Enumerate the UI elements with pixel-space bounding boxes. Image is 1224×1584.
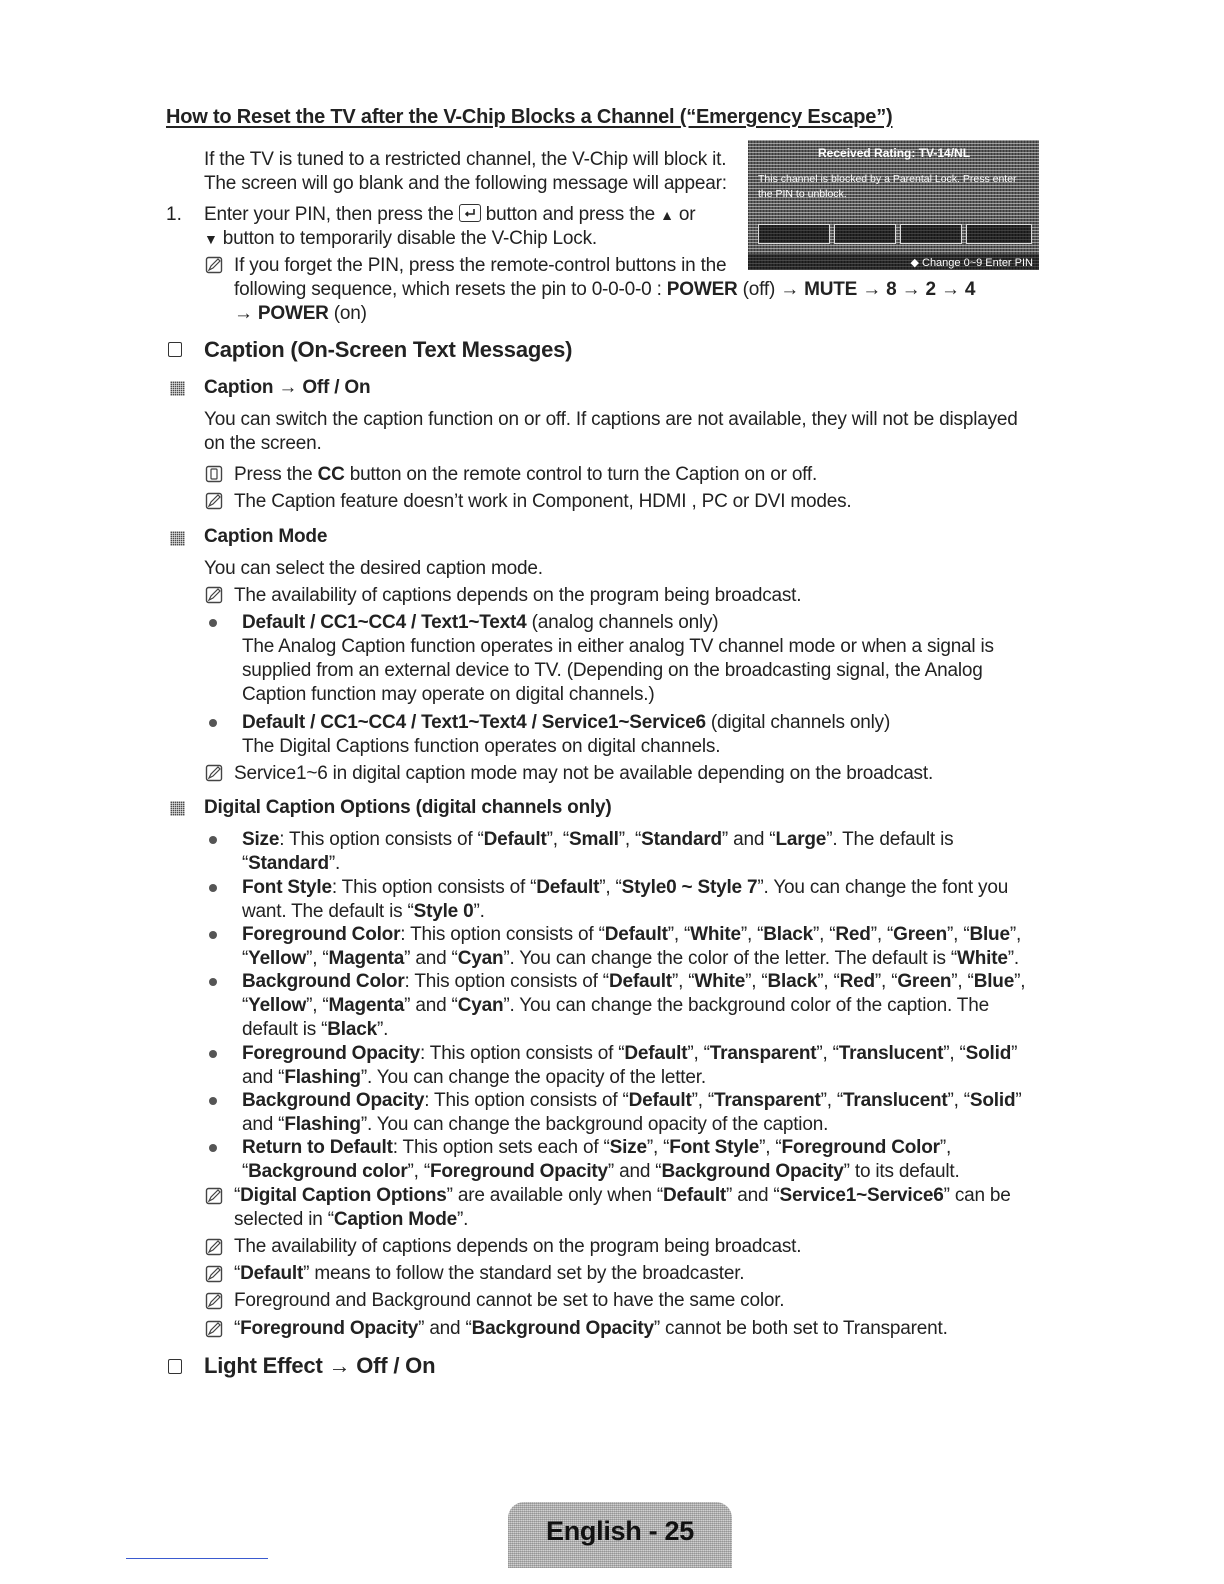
text-segment: “ (234, 1185, 241, 1206)
bold-term: Transparent (714, 1090, 821, 1111)
foreground-opacity-line-1 (242, 1042, 1017, 1066)
text-segment: ” and “ (721, 829, 776, 850)
pin-entry-row (748, 224, 1039, 246)
text-segment: ”, “ (740, 924, 764, 945)
text-segment: ”, “ (306, 995, 329, 1016)
digital-caption-options-title: Digital Caption Options (digital channels only) (204, 797, 612, 818)
bold-term: Background Opacity (661, 1161, 844, 1182)
pin-field-4 (966, 224, 1032, 244)
bold-term: Size (609, 1137, 647, 1158)
bold-term: Font Style (669, 1137, 760, 1158)
bold-term: Cyan (457, 995, 504, 1016)
text-segment: ” are available only when “ (446, 1185, 664, 1206)
bold-term: Default (536, 877, 600, 898)
bullet-icon (209, 1050, 217, 1058)
up-arrow-icon: ▲ (660, 207, 674, 223)
screen-rating-title: Received Rating: TV-14/NL (818, 146, 971, 160)
text-segment: ”, “ (687, 1043, 710, 1064)
light-effect-value: Off / On (356, 1353, 436, 1378)
bold-term: Standard (248, 853, 329, 874)
bullet-icon (209, 931, 217, 939)
text-segment: ”. (473, 901, 485, 922)
note-opacity-transparent (234, 1317, 948, 1341)
bullet-icon (209, 1097, 217, 1105)
arrow-icon: → (328, 1353, 351, 1378)
text-segment: : This option consists of “ (331, 877, 537, 898)
digital-mode-title (242, 711, 890, 735)
text-segment: ”, “ (546, 829, 570, 850)
note-forget-pin-line-1: If you forget the PIN, press the remote-control buttons in the (234, 255, 727, 276)
note-availability: The availability of captions depends on the program being broadcast. (234, 1236, 802, 1257)
digital-mode-options: Default / CC1~CC4 / Text1~Text4 / Service1~Service6 (242, 712, 706, 733)
text-segment: ” (1015, 1090, 1022, 1111)
bold-term: White (694, 971, 746, 992)
page-number-label: English - 25 (546, 1516, 694, 1546)
text-segment: ” and “ (418, 1318, 472, 1339)
bold-term: White (957, 948, 1008, 969)
bold-term: Background Color (242, 971, 405, 992)
text-segment: ”, “ (745, 971, 768, 992)
text-segment: ”, “ (874, 971, 898, 992)
note-icon (205, 1238, 223, 1256)
pin-field-2 (834, 224, 896, 244)
analog-mode-desc-2: supplied from an external device to TV. (Depending on the broadcasting signal, the Analog (242, 660, 983, 681)
note-digital-options-line-2 (234, 1208, 468, 1232)
remote-note-icon (205, 465, 223, 483)
text-segment: ”. You can change the color of the letter. The default is “ (503, 948, 958, 969)
text-segment: ”, “ (817, 971, 840, 992)
bold-term: Style0 ~ Style 7 (621, 877, 758, 898)
bold-term: Black (763, 924, 813, 945)
text-segment: ”. (376, 1019, 389, 1040)
step-1-text-c: or (678, 204, 696, 225)
text-segment: : This option consists of “ (404, 971, 609, 992)
bold-term: Black (327, 1019, 377, 1040)
bold-term: Solid (969, 1090, 1016, 1111)
text-segment: ” cannot be both set to Transparent. (653, 1318, 948, 1339)
text-segment: ” and “ (726, 1185, 780, 1206)
step-1-line-1 (204, 203, 695, 227)
bold-term: White (690, 924, 741, 945)
screen-help-bar (748, 254, 1039, 270)
seq-8: 8 (886, 279, 897, 300)
seq-off: (off) (742, 279, 776, 300)
text-segment: ”, (1014, 971, 1026, 992)
caption-mode-desc: You can select the desired caption mode. (204, 558, 543, 579)
bold-term: Background color (248, 1161, 408, 1182)
subsection-marker-icon (170, 531, 185, 546)
bullet-icon (209, 836, 217, 844)
bold-term: Default (604, 924, 668, 945)
text-segment: default is “ (242, 1019, 328, 1040)
text-segment: ”. You can change the opacity of the letter. (360, 1067, 706, 1088)
text-segment: ” (1011, 1043, 1018, 1064)
analog-mode-title (242, 611, 718, 635)
text-segment: ”, (1009, 924, 1022, 945)
seq-4: 4 (964, 279, 976, 300)
cc-note-text-c: button on the remote control to turn the Caption on or off. (349, 464, 818, 485)
bold-term: Translucent (843, 1090, 948, 1111)
bold-term: Default (608, 971, 672, 992)
cc-note-text-a: Press the (234, 464, 313, 485)
caption-desc-line-1: You can switch the caption function on or off. If captions are not available, they will not be displayed (204, 409, 1018, 430)
text-segment: ”. The default is (826, 829, 954, 850)
text-segment: ”, “ (646, 1137, 670, 1158)
bold-term: Background Opacity (242, 1090, 425, 1111)
bold-term: Blue (973, 971, 1015, 992)
text-segment: ”, “ (816, 1043, 839, 1064)
note-forget-pin-line-3 (234, 302, 367, 326)
note-same-color: Foreground and Background cannot be set to have the same color. (234, 1290, 785, 1311)
bold-term: Magenta (328, 995, 405, 1016)
arrow-icon: → (278, 377, 298, 398)
bold-term: Small (569, 829, 619, 850)
return-default-line-2 (242, 1160, 960, 1184)
caption-mode-note-1: The availability of captions depends on the program being broadcast. (234, 585, 802, 606)
text-segment: ” and “ (404, 995, 458, 1016)
caption-title-value: Off / On (302, 377, 371, 398)
bold-term: Flashing (284, 1114, 361, 1135)
arrow-icon: → (862, 279, 882, 300)
vchip-blocked-screen (748, 140, 1039, 270)
bold-term: Large (775, 829, 827, 850)
bullet-icon (209, 1144, 217, 1152)
pin-field-1 (758, 224, 830, 244)
cc-button-label: CC (317, 464, 345, 485)
seq-2: 2 (925, 279, 936, 300)
section-checkbox-icon (168, 342, 182, 357)
text-segment: ” means to follow the standard set by the broadcaster. (303, 1263, 745, 1284)
background-opacity-line-1 (242, 1089, 1022, 1113)
text-segment: and “ (242, 1114, 285, 1135)
footer-rule (126, 1558, 268, 1559)
foreground-opacity-line-2 (242, 1066, 706, 1090)
seq-mute: MUTE (804, 279, 858, 300)
bold-term: Default (663, 1185, 727, 1206)
intro-line-2: The screen will go blank and the following message will appear: (204, 173, 727, 194)
enter-button-icon (459, 204, 481, 222)
text-segment: ”, (939, 1137, 952, 1158)
analog-mode-desc-3: Caption function may operate on digital channels.) (242, 684, 655, 705)
caption-note-cc (234, 463, 817, 487)
seq-on: (on) (333, 303, 367, 324)
size-option-line-1 (242, 828, 953, 852)
note-forget-pin-text: following sequence, which resets the pin to 0-0-0-0 : (234, 279, 662, 300)
text-segment: ”. (1007, 948, 1019, 969)
text-segment: “ (234, 1318, 241, 1339)
service-note: Service1~6 in digital caption mode may not be available depending on the broadcast. (234, 763, 934, 784)
bold-term: Default (628, 1090, 692, 1111)
analog-mode-desc-1: The Analog Caption function operates in either analog TV channel mode or when a signal is (242, 636, 994, 657)
step-1-text-b: button and press the (485, 204, 656, 225)
bold-term: Blue (969, 924, 1010, 945)
text-segment: ”, “ (671, 971, 695, 992)
down-arrow-icon: ▼ (204, 231, 218, 247)
seq-power: POWER (666, 279, 738, 300)
bold-term: Green (893, 924, 948, 945)
bold-term: Red (835, 924, 871, 945)
foreground-color-line-2 (242, 947, 1019, 971)
note-icon (205, 1292, 223, 1310)
bold-term: Solid (965, 1043, 1012, 1064)
text-segment: ”, “ (820, 1090, 844, 1111)
bold-term: Default (240, 1263, 304, 1284)
text-segment: ”, “ (870, 924, 894, 945)
text-segment: : This option consists of “ (400, 924, 605, 945)
text-segment: ”, “ (306, 948, 329, 969)
text-segment: ”, “ (943, 1043, 966, 1064)
text-segment: “ (242, 995, 249, 1016)
note-icon (205, 492, 223, 510)
bold-term: Red (839, 971, 875, 992)
bold-term: Font Style (242, 877, 332, 898)
text-segment: ”, “ (947, 924, 970, 945)
note-icon (205, 1320, 223, 1338)
text-segment: ”, “ (667, 924, 691, 945)
text-segment: “ (242, 1161, 249, 1182)
bullet-icon (209, 719, 217, 727)
text-segment: : This option consists of “ (424, 1090, 629, 1111)
light-effect-title: Light Effect (204, 1353, 323, 1378)
caption-title-text: Caption (204, 377, 274, 398)
text-segment: selected in “ (234, 1209, 334, 1230)
background-opacity-line-2 (242, 1113, 828, 1137)
bold-term: Caption Mode (333, 1209, 458, 1230)
bold-term: Background Opacity (471, 1318, 654, 1339)
note-forget-pin-line-2 (234, 278, 975, 302)
bold-term: Foreground Opacity (242, 1043, 420, 1064)
bold-term: Magenta (328, 948, 405, 969)
text-segment: ”, “ (812, 924, 836, 945)
bold-term: Default (624, 1043, 688, 1064)
bullet-icon (209, 884, 217, 892)
font-style-option-line-2 (242, 900, 485, 924)
bold-term: Translucent (838, 1043, 944, 1064)
bold-term: Yellow (248, 948, 307, 969)
foreground-color-line-1 (242, 923, 1021, 947)
bold-term: Flashing (284, 1067, 361, 1088)
note-icon (205, 256, 223, 274)
text-segment: ”. (328, 853, 341, 874)
note-icon (205, 764, 223, 782)
section-heading-emergency-escape: How to Reset the TV after the V-Chip Blocks a Channel (“Emergency Escape”) (166, 106, 893, 128)
step-1-text-d: button to temporarily disable the V-Chip Lock. (222, 228, 597, 249)
page-footer-tab (508, 1502, 732, 1568)
text-segment: ”, “ (951, 971, 974, 992)
text-segment: ” to its default. (843, 1161, 960, 1182)
subsection-marker-icon (170, 801, 185, 816)
analog-mode-options: Default / CC1~CC4 / Text1~Text4 (242, 612, 527, 633)
bold-term: Service1~Service6 (779, 1185, 944, 1206)
screen-block-message: This channel is blocked by a Parental Lock. Press enter the PIN to unblock. (758, 173, 1017, 200)
pin-field-3 (900, 224, 962, 244)
arrow-icon: → (780, 279, 800, 300)
caption-section-heading: Caption (On-Screen Text Messages) (204, 337, 573, 362)
bold-term: Style 0 (413, 901, 474, 922)
caption-desc-line-2: on the screen. (204, 433, 322, 454)
text-segment: ”, “ (618, 829, 642, 850)
text-segment: “ (234, 1263, 241, 1284)
bold-term: Standard (641, 829, 722, 850)
background-color-line-3 (242, 1018, 388, 1042)
note-icon (205, 1265, 223, 1283)
bold-term: Green (897, 971, 952, 992)
background-color-line-2 (242, 994, 989, 1018)
text-segment: ”. You can change the font you (757, 877, 1009, 898)
bold-term: Black (767, 971, 818, 992)
text-segment: “ (242, 853, 249, 874)
text-segment: and “ (242, 1067, 285, 1088)
analog-mode-scope: (analog channels only) (531, 612, 719, 633)
text-segment: ”, “ (599, 877, 622, 898)
arrow-icon: → (234, 303, 253, 324)
text-segment: ”, “ (691, 1090, 715, 1111)
bold-term: Foreground Opacity (429, 1161, 608, 1182)
bold-term: Size (242, 829, 280, 850)
intro-line-1: If the TV is tuned to a restricted channel, the V-Chip will block it. (204, 149, 727, 170)
bullet-icon (209, 619, 217, 627)
text-segment: ” can be (943, 1185, 1011, 1206)
text-segment: ”. (457, 1209, 469, 1230)
bold-term: Yellow (248, 995, 307, 1016)
section-checkbox-icon (168, 1359, 182, 1374)
bold-term: Return to Default (242, 1137, 393, 1158)
bold-term: Foreground Opacity (240, 1318, 419, 1339)
digital-mode-scope: (digital channels only) (710, 712, 891, 733)
note-icon (205, 1187, 223, 1205)
text-segment: ”. You can change the background opacity of the caption. (360, 1114, 829, 1135)
digital-mode-desc: The Digital Captions function operates on digital channels. (242, 736, 721, 757)
text-segment: “ (242, 948, 249, 969)
caption-onoff-title (204, 376, 370, 400)
text-segment: want. The default is “ (242, 901, 414, 922)
bold-term: Transparent (709, 1043, 817, 1064)
note-digital-options-line-1 (234, 1184, 1011, 1208)
screen-help-text: ◆ Change 0~9 Enter PIN (910, 257, 1033, 269)
bold-term: Default (483, 829, 547, 850)
note-default-meaning (234, 1262, 744, 1286)
bold-term: Foreground Color (781, 1137, 940, 1158)
return-default-line-1 (242, 1136, 951, 1160)
bold-term: Cyan (457, 948, 504, 969)
text-segment: ” and “ (607, 1161, 662, 1182)
text-segment: : This option sets each of “ (392, 1137, 610, 1158)
step-number: 1. (166, 204, 182, 225)
arrow-icon: → (901, 279, 921, 300)
caption-note-modes: The Caption feature doesn’t work in Component, HDMI , PC or DVI modes. (234, 491, 852, 512)
text-segment: ”, “ (947, 1090, 970, 1111)
light-effect-heading (204, 1352, 435, 1380)
text-segment: : This option consists of “ (419, 1043, 625, 1064)
step-1-line-2 (204, 227, 597, 251)
text-segment: ”, “ (759, 1137, 782, 1158)
seq-power-2: POWER (257, 303, 329, 324)
bullet-icon (209, 978, 217, 986)
text-segment: ”, “ (407, 1161, 430, 1182)
arrow-icon: → (940, 279, 960, 300)
bold-term: Digital Caption Options (240, 1185, 447, 1206)
font-style-option-line-1 (242, 876, 1008, 900)
subsection-marker-icon (170, 381, 185, 396)
text-segment: ”. You can change the background color of the caption. The (503, 995, 989, 1016)
size-option-line-2 (242, 852, 340, 876)
text-segment: : This option consists of “ (279, 829, 484, 850)
bold-term: Foreground Color (242, 924, 401, 945)
note-icon (205, 586, 223, 604)
text-segment: ” and “ (404, 948, 458, 969)
caption-mode-title: Caption Mode (204, 526, 328, 547)
step-1-text-a: Enter your PIN, then press the (204, 204, 454, 225)
background-color-line-1 (242, 970, 1025, 994)
